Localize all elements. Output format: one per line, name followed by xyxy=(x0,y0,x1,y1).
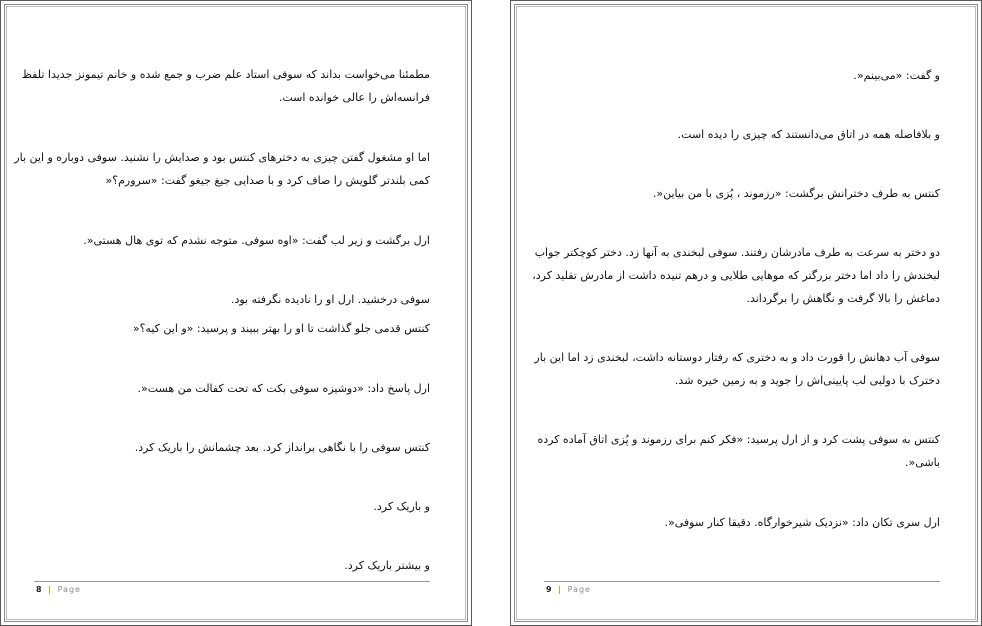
footer-divider xyxy=(544,581,940,582)
page-gap xyxy=(472,0,510,613)
paragraph xyxy=(665,511,941,534)
footer-divider xyxy=(34,581,430,582)
text-line: و باریک کرد. xyxy=(373,500,430,513)
text-line: فرانسه‌اش را عالی خوانده است. xyxy=(278,91,430,104)
page-word: Page xyxy=(57,585,81,594)
paragraph xyxy=(344,554,430,577)
text-line: کنتس به سوفی پشت کرد و از ارل پرسید: «فکر کنم برای رزموند و پُزی اتاق آماده کرده xyxy=(537,433,940,446)
page-number: 9 xyxy=(546,585,553,594)
paragraph xyxy=(373,495,430,518)
text-line: و بلافاصله همه در اتاق می‌دانستند که چیزی را دیده است. xyxy=(677,128,940,141)
page-footer xyxy=(36,585,81,594)
paragraph xyxy=(133,317,430,340)
paragraph xyxy=(83,229,430,252)
text-line: و بیشتر باریک کرد. xyxy=(344,559,430,572)
text-line: دماغش را بالا گرفت و نگاهش را برگرداند. xyxy=(746,292,940,305)
paragraph xyxy=(537,428,940,474)
page-number: 8 xyxy=(36,585,43,594)
footer-separator: | xyxy=(558,585,563,594)
page-9 xyxy=(510,0,982,613)
text-line: باشی«. xyxy=(904,456,940,469)
text-line: ارل برگشت و زیر لب گفت: «اوه سوفی. متوجه نشدم که توی هال هستی«. xyxy=(83,234,430,247)
text-line: ارل پاسخ داد: «دوشیزه سوفی بکت که تحت کفالت من هست«. xyxy=(137,382,430,395)
paragraph xyxy=(534,346,940,392)
text-line: دخترک با دولبی لب پایینی‌اش را جوید و به زمین خیره شد. xyxy=(674,374,940,387)
paragraph xyxy=(135,436,430,459)
text-line: کنتس سوفی را با نگاهی برانداز کرد. بعد چشمانش را باریک کرد. xyxy=(134,441,430,454)
page-8 xyxy=(0,0,472,613)
paragraph xyxy=(138,377,431,400)
paragraph xyxy=(231,288,430,311)
footer-separator: | xyxy=(48,585,53,594)
text-line: مطمئنا می‌خواست بداند که سوفی استاد علم ضرب و جمع شده و خانم تیمونز جدیدا تلفظ xyxy=(21,68,430,81)
page-word: Page xyxy=(567,585,591,594)
paragraph xyxy=(14,146,430,192)
text-line: کنتس قدمی جلو گذاشت تا او را بهتر ببیند و پرسید: «و این کیه؟« xyxy=(132,322,430,335)
text-line: اما او مشغول گفتن چیزی به دخترهای کنتس بود و صدایش را نشنید. سوفی دوباره و این بار xyxy=(14,151,430,164)
paragraph xyxy=(22,63,430,109)
text-line: و گفت: «می‌بینم«. xyxy=(853,69,940,82)
paragraph xyxy=(678,123,940,146)
text-line: لبخندش را داد اما دختر بزرگتر که موهایی طلایی و درهم تنیده داشت از مادرش تقلید کرد، xyxy=(532,269,940,282)
paragraph xyxy=(853,64,940,87)
text-line: کنتس به طرف دخترانش برگشت: «رزموند ، پُزی با من بیاین«. xyxy=(652,187,940,200)
page-footer xyxy=(546,585,591,594)
text-line: ارل سری تکان داد: «نزدیک شیرخوارگاه. دقیقا کنار سوفی«. xyxy=(664,516,940,529)
text-line: سوفی آب دهانش را قورت داد و به دختری که رفتار دوستانه داشت، لبخندی زد اما این بار xyxy=(534,351,940,364)
text-line: دو دختر به سرعت به طرف مادرشان رفتند. سوفی لبخندی به آنها زد. دختر کوچکتر جواب xyxy=(534,246,940,259)
text-line: کمی بلندتر گلویش را صاف کرد و با صدایی جیغ جیغو گفت: «سرورم؟« xyxy=(105,174,430,187)
paragraph xyxy=(532,241,940,310)
paragraph xyxy=(653,182,940,205)
text-line: سوفی درخشید. ارل او را نادیده نگرفته بود. xyxy=(230,293,430,306)
